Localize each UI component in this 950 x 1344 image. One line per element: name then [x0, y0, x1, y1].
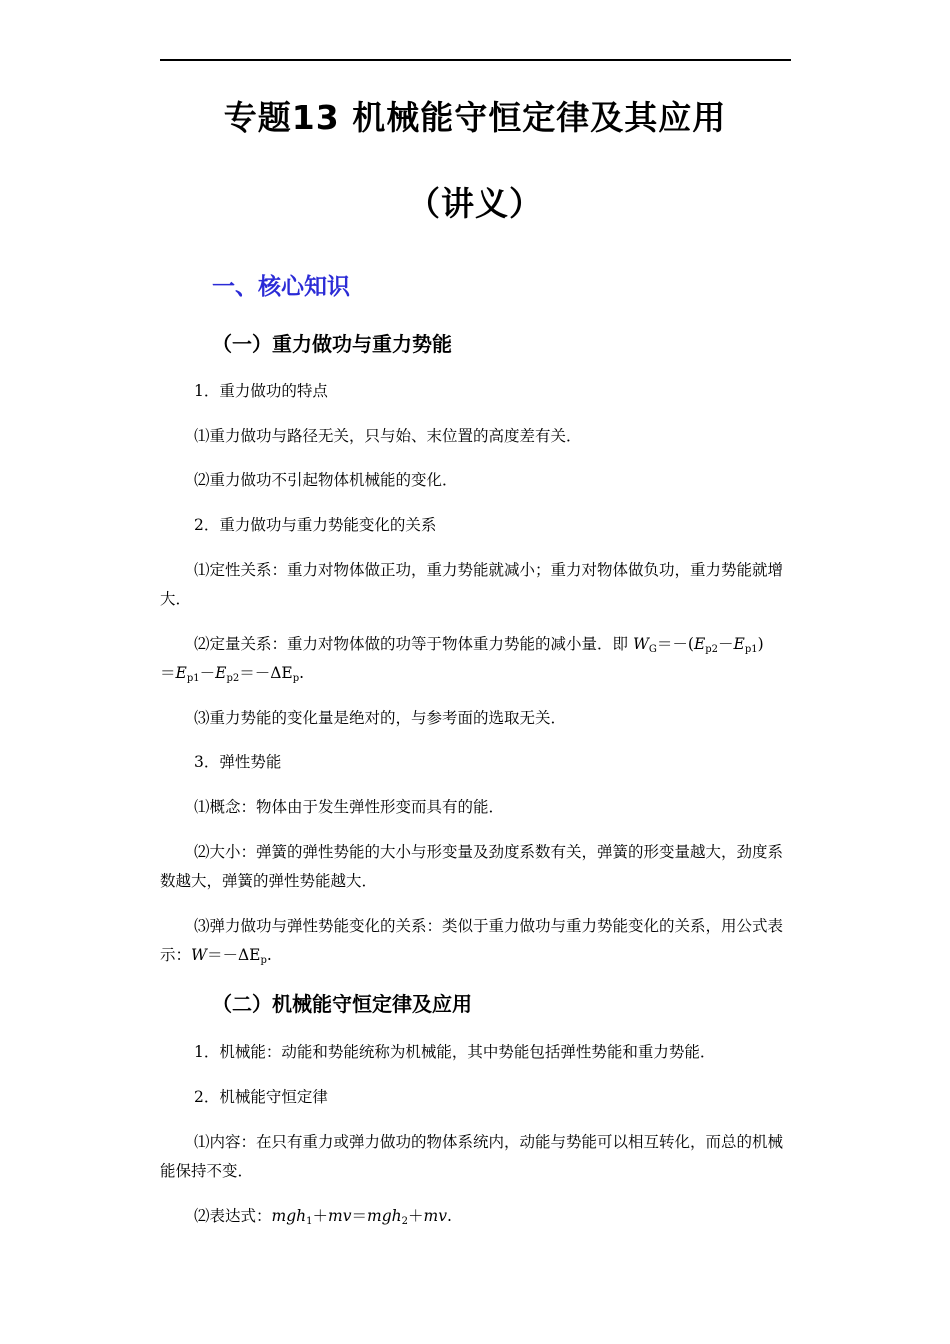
- paragraph-quantitative-relation-cont: $=E_{p1}-E_{p2}=-\Delta E_p$.: [160, 664, 305, 684]
- paragraph: 2．重力做功与重力势能变化的关系: [194, 516, 437, 534]
- paragraph: ⑶重力势能的变化量是绝对的，与参考面的选取无关．: [194, 709, 567, 727]
- page-subtitle: （讲义）: [407, 184, 543, 223]
- subsection-heading-conservation: （二）机械能守恒定律及应用: [212, 992, 472, 1016]
- paragraph: ⑵重力做功不引起物体机械能的变化．: [194, 471, 458, 489]
- paragraph-quantitative-relation: ⑵定量关系：重力对物体做的功等于物体重力势能的减小量．即 $W_G=-(E_{p2}-E_{p1})$: [194, 635, 764, 655]
- paragraph: 1．机械能：动能和势能统称为机械能，其中势能包括弹性势能和重力势能．: [194, 1043, 716, 1061]
- paragraph: 1．重力做功的特点: [194, 382, 328, 400]
- paragraph: 3．弹性势能: [194, 753, 282, 771]
- section-heading-core-knowledge: 一、核心知识: [212, 274, 350, 300]
- paragraph: ⑴内容：在只有重力或弹力做功的物体系统内，动能与势能可以相互转化，而总的机械能保持不变．: [160, 1133, 784, 1180]
- paragraph: ⑴重力做功与路径无关，只与始、末位置的高度差有关．: [194, 427, 582, 445]
- header-rule: [160, 59, 791, 61]
- page-title: 专题13 机械能守恒定律及其应用: [223, 98, 727, 137]
- paragraph: ⑴定性关系：重力对物体做正功，重力势能就减小；重力对物体做负功，重力势能就增大．: [160, 561, 784, 608]
- paragraph: 2．机械能守恒定律: [194, 1088, 328, 1106]
- subsection-heading-gravity: （一）重力做功与重力势能: [212, 332, 452, 356]
- paragraph-expression: ⑵表达式：mgh$_1$＋mv＝mgh$_2$＋mv.: [194, 1207, 452, 1227]
- paragraph: ⑵大小：弹簧的弹性势能的大小与形变量及劲度系数有关，弹簧的形变量越大，劲度系数越大，弹簧的弹性势能越大．: [160, 843, 784, 890]
- paragraph-elastic-work: ⑶弹力做功与弹性势能变化的关系：类似于重力做功与重力势能变化的关系，用公式表示：$W=-\Delta E_p$.: [160, 917, 784, 966]
- paragraph: ⑴概念：物体由于发生弹性形变而具有的能．: [194, 798, 505, 816]
